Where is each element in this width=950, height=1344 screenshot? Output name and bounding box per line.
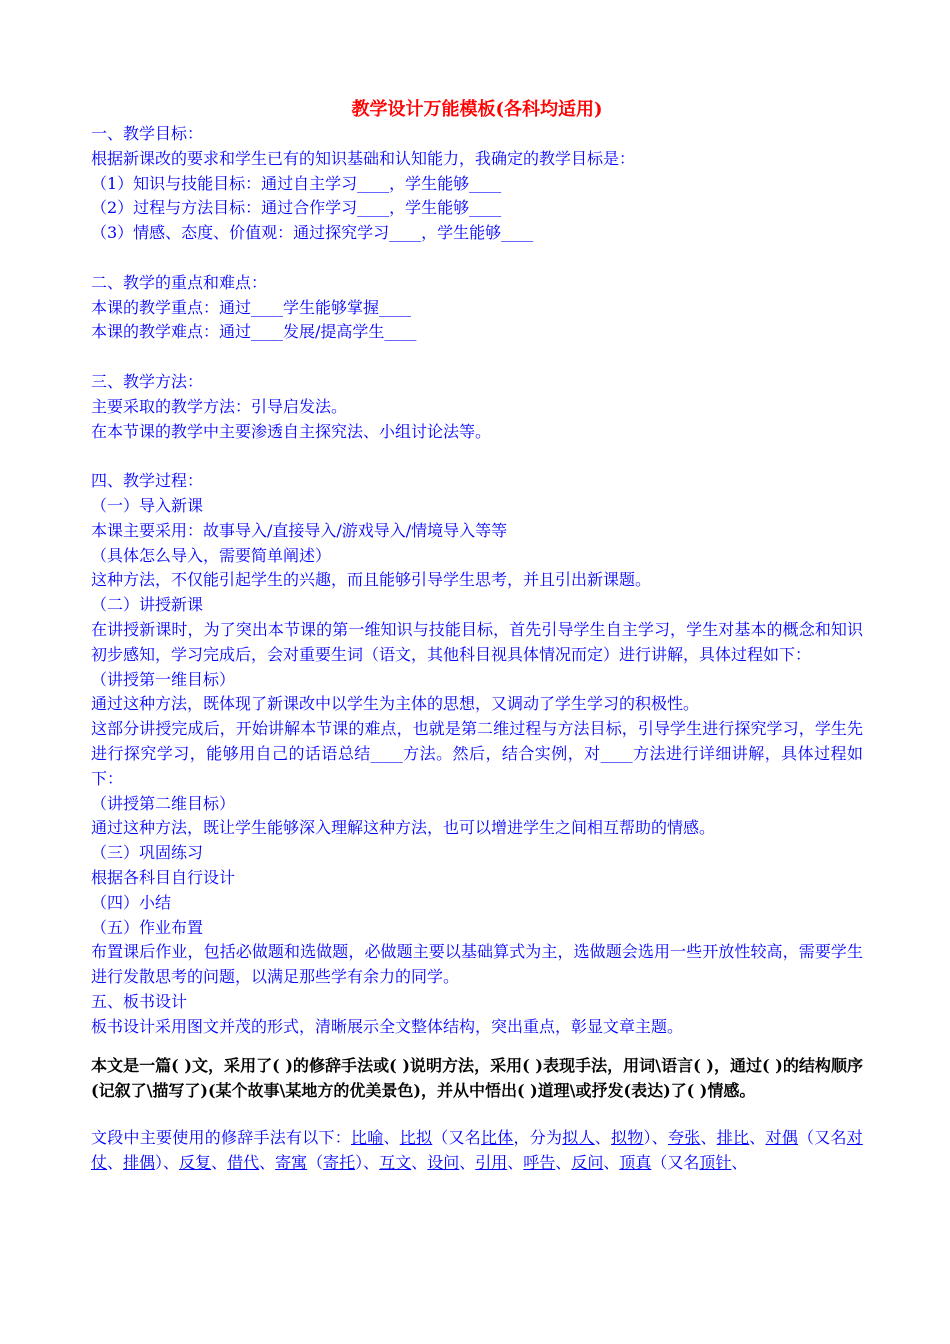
link-antithesis[interactable]: 对偶 [765, 1128, 798, 1148]
separator: 、 [749, 1128, 766, 1148]
paren-close: ）、 [355, 1153, 380, 1173]
step-practice-title: （三）巩固练习 [91, 843, 204, 863]
homework-paragraph: 布置课后作业，包括必做题和选做题，必做题主要以基础算式为主，选做题会选用一些开放性较高，需要学生进行发散思考的问题，以满足那些学有余力的同学。 [91, 942, 863, 987]
link-counter-question[interactable]: 反问 [571, 1153, 604, 1173]
link-rhetorical-question[interactable]: 设问 [427, 1153, 460, 1173]
separator: 、 [211, 1153, 228, 1173]
key-point-line: 本课的教学重点：通过____学生能够掌握____ [91, 297, 412, 317]
separator: 、 [700, 1128, 717, 1148]
separator: 、 [603, 1153, 620, 1173]
goal-knowledge-skills: （1）知识与技能目标：通过自主学习____，学生能够____ [91, 173, 502, 193]
separator: 、 [459, 1153, 476, 1173]
blank-line [91, 246, 863, 271]
separator: 、 [259, 1153, 276, 1173]
introduction-methods: 本课主要采用：故事导入/直接导入/游戏导入/情境导入等等 [91, 520, 508, 540]
link-hyperbole[interactable]: 夸张 [668, 1128, 701, 1148]
separator: 、 [411, 1153, 428, 1173]
link-metonymy[interactable]: 借代 [227, 1153, 260, 1173]
goal-process-methods: （2）过程与方法目标：通过合作学习____，学生能够____ [91, 198, 502, 218]
second-dimension-effect: 通过这种方法，既让学生能够深入理解这种方法，也可以增进学生之间相互帮助的情感。 [91, 818, 716, 838]
alias-open: （又名 [651, 1153, 700, 1173]
link-allegory[interactable]: 寄寓 [275, 1153, 308, 1173]
section-heading-teaching-methods: 三、教学方法： [91, 371, 204, 391]
alias-open: （又名 [432, 1128, 481, 1148]
link-ding-zhen[interactable]: 顶针 [699, 1153, 732, 1173]
second-dimension-label: （讲授第二维目标） [91, 793, 236, 813]
link-intertextuality[interactable]: 互文 [379, 1153, 412, 1173]
link-simile[interactable]: 比喻 [351, 1128, 384, 1148]
analysis-template-paragraph: 本文是一篇( )文，采用了( )的修辞手法或( )说明方法，采用( )表现手法，用词\语言( )，通过( )的结构顺序(记叙了\描写了)(某个故事\某地方的优美景色)，并从中悟出( )道理\或抒发(表达)了( )情感。 [91, 1056, 863, 1101]
link-anadiplosis[interactable]: 顶真 [619, 1153, 652, 1173]
connector-text: ，分为 [513, 1128, 563, 1148]
paren-open: （ [307, 1153, 324, 1173]
separator: 、 [555, 1153, 572, 1173]
introduction-note: （具体怎么导入，需要简单阐述） [91, 545, 332, 565]
rhetoric-intro: 文段中主要使用的修辞手法有以下： [91, 1128, 351, 1148]
link-ji-tuo[interactable]: 寄托 [323, 1153, 356, 1173]
supplementary-teaching-methods: 在本节课的教学中主要渗透自主探究法、小组讨论法等。 [91, 421, 492, 441]
blank-line [91, 345, 863, 370]
section-heading-key-points: 二、教学的重点和难点： [91, 272, 268, 292]
step-new-lesson-title: （二）讲授新课 [91, 595, 204, 615]
link-quotation[interactable]: 引用 [475, 1153, 508, 1173]
difficult-point-line: 本课的教学难点：通过____发展/提高学生____ [91, 322, 417, 342]
paren-close: ）、 [643, 1128, 668, 1148]
link-bi-ti[interactable]: 比体 [481, 1128, 514, 1148]
step-homework-title: （五）作业布置 [91, 917, 204, 937]
separator: 、 [107, 1153, 124, 1173]
section-heading-board-design: 五、板书设计 [91, 991, 188, 1011]
separator: 、 [731, 1153, 748, 1173]
step-introduction-title: （一）导入新课 [91, 495, 204, 515]
link-pai-ou[interactable]: 排偶 [123, 1153, 156, 1173]
separator: 、 [507, 1153, 524, 1173]
first-dimension-label: （讲授第一维目标） [91, 669, 236, 689]
link-analogy[interactable]: 比拟 [399, 1128, 433, 1148]
practice-text: 根据各科目自行设计 [91, 867, 236, 887]
section-heading-teaching-process: 四、教学过程： [91, 471, 204, 491]
alias-open: （又名 [798, 1128, 847, 1148]
introduction-effect: 这种方法，不仅能引起学生的兴趣，而且能够引导学生思考，并且引出新课题。 [91, 570, 652, 590]
main-teaching-method: 主要采取的教学方法：引导启发法。 [91, 396, 348, 416]
board-design-text: 板书设计采用图文并茂的形式，清晰展示全文整体结构，突出重点，彰显文章主题。 [91, 1016, 684, 1036]
difficult-point-paragraph: 这部分讲授完成后，开始讲解本节课的难点，也就是第二维过程与方法目标，引导学生进行探究学习，学生先进行探究学习，能够用自己的话语总结____方法。然后，结合实例，对____方法进行详细讲解，具体过程如下： [91, 719, 863, 788]
blank-line [91, 444, 863, 469]
separator: 、 [383, 1128, 400, 1148]
new-lesson-paragraph: 在讲授新课时，为了突出本节课的第一维知识与技能目标，首先引导学生自主学习，学生对基本的概念和知识初步感知，学习完成后，会对重要生词（语文，其他科目视具体情况而定）进行讲解，具体过程如下： [91, 619, 863, 664]
link-personification[interactable]: 拟人 [562, 1128, 595, 1148]
goal-emotion-values: （3）情感、态度、价值观：通过探究学习____，学生能够____ [91, 223, 534, 243]
paren-close: ）、 [155, 1153, 180, 1173]
link-parallelism[interactable]: 排比 [716, 1128, 750, 1148]
rhetoric-devices-paragraph [91, 1125, 863, 1175]
link-objectification[interactable]: 拟物 [611, 1128, 644, 1148]
link-dui-zhang[interactable]: 对仗 [91, 1128, 863, 1173]
step-summary-title: （四）小结 [91, 892, 172, 912]
separator: 、 [594, 1128, 611, 1148]
document-title: 教学设计万能模板(各科均适用) [351, 99, 603, 120]
section-heading-teaching-goals: 一、教学目标： [91, 124, 204, 143]
link-apostrophe[interactable]: 呼告 [523, 1153, 556, 1173]
document-page [91, 96, 863, 1175]
first-dimension-effect: 通过这种方法，既体现了新课改中以学生为主体的思想，又调动了学生学习的积极性。 [91, 694, 700, 714]
teaching-goals-intro: 根据新课改的要求和学生已有的知识基础和认知能力，我确定的教学目标是： [91, 148, 636, 168]
link-repetition[interactable]: 反复 [179, 1153, 212, 1173]
